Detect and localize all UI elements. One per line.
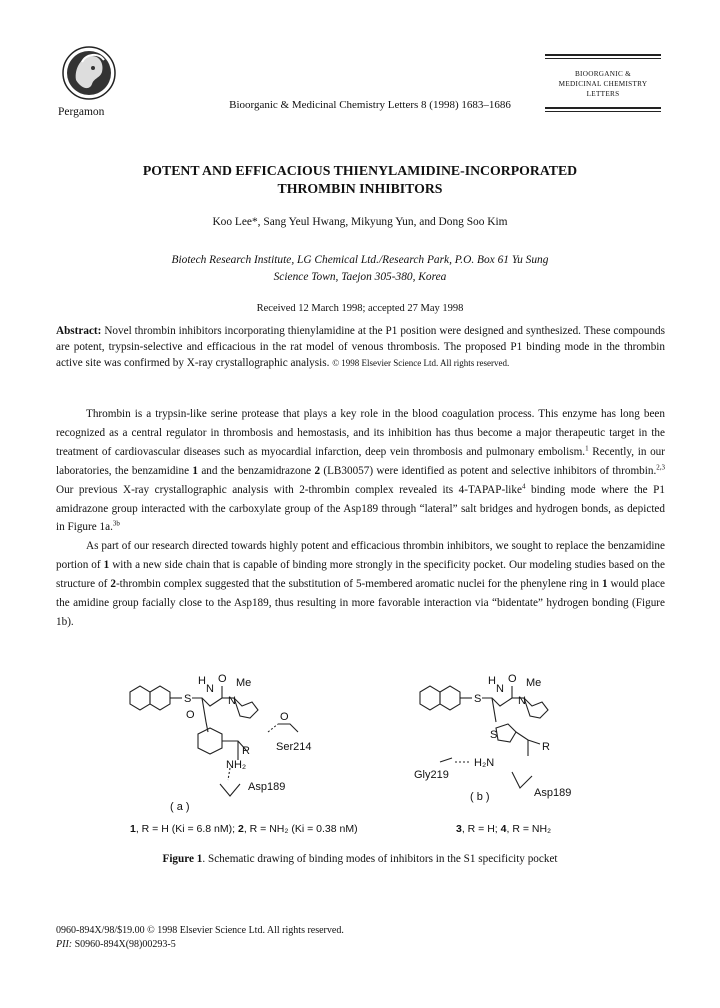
journal-name-box — [545, 54, 661, 112]
methyl-label: Me — [526, 677, 542, 689]
publisher-name: Pergamon — [58, 106, 105, 118]
nitrogen-label: N — [206, 683, 214, 695]
legend-a — [130, 823, 358, 835]
legend-text: , R = H; — [461, 823, 501, 835]
figure-caption — [0, 853, 720, 865]
sulfur-label: S — [474, 693, 482, 705]
aspartate-label: Asp189 — [534, 787, 572, 799]
compound-number: 1 — [130, 823, 136, 835]
citation-ref: 3b — [112, 519, 120, 528]
citation-ref: 2,3 — [656, 462, 665, 471]
body-text — [56, 405, 665, 632]
oxygen-label: O — [218, 673, 227, 685]
abstract — [56, 323, 665, 372]
text-run: binding mode where the P1 amidrazone group interacted with the carboxylate group of the Asp189 through “lateral” salt bridges and hydrogen bonds, as depicted in Figure 1a. — [56, 483, 665, 534]
text-run: Thrombin is a trypsin-like serine protease that plays a key role in the blood coagulation process. This enzyme has long been recognized as a central regulator in thrombosis and hemostasis, and its inhibition has thus become a major therapeutic target in the treatment of cardiovascular diseases such as myocardial infarction, deep vein thrombosis and pulmonary embolism. — [56, 408, 665, 458]
footer — [56, 924, 344, 952]
compound-number: 1 — [103, 559, 110, 572]
compound-number: 2 — [110, 578, 116, 591]
compound-number: 2 — [237, 823, 244, 835]
text-run: would place the amidine group facially close to the Asp189, thus resulting in more favorable interaction via “bidentate” hydrogen bonding (Figure 1b). — [56, 578, 665, 628]
affiliation-line: Biotech Research Institute, LG Chemical Ltd./Research Park, P.O. Box 61 Yu Sung — [171, 254, 549, 266]
paragraph — [56, 405, 665, 537]
pii-value: S0960-894X(98)00293-5 — [72, 939, 176, 950]
legend-text: , R = NH₂ — [506, 823, 552, 835]
journal-citation: Bioorganic & Medicinal Chemistry Letters 8 (1998) 1683–1686 — [229, 99, 511, 111]
text-run: (LB30057) were identified as potent and selective inhibitors of thrombin. — [320, 464, 657, 477]
bottom-rule — [545, 107, 661, 109]
amine-label: NH₂ — [226, 759, 247, 771]
aspartate-label: Asp189 — [248, 781, 286, 793]
footer-copyright: 0960-894X/98/$19.00 © 1998 Elsevier Science Ltd. All rights reserved. — [56, 925, 344, 936]
text-run: As part of our research directed towards highly potent and efficacious thrombin inhibitors, we sought to replace the benzamidine portion of — [56, 540, 665, 572]
affiliation-line: Science Town, Taejon 305-380, Korea — [273, 271, 447, 283]
title-line: POTENT AND EFFICACIOUS THIENYLAMIDINE-INCORPORATED — [142, 163, 578, 178]
sulfur-label: S — [184, 693, 192, 705]
author-list: Koo Lee*, Sang Yeul Hwang, Mikyung Yun, and Dong Soo Kim — [212, 216, 508, 228]
top-rule — [545, 54, 661, 56]
oxygen-label: O — [508, 673, 517, 685]
citation-ref: 1 — [585, 444, 589, 453]
pii-label: PII: — [56, 939, 73, 950]
received-accepted-dates: Received 12 March 1998; accepted 27 May 1998 — [256, 303, 464, 314]
compound-number: 1 — [192, 464, 199, 477]
citation-ref: 4 — [521, 481, 526, 490]
caption-text: . Schematic drawing of binding modes of inhibitors in the S1 specificity pocket — [202, 853, 558, 865]
compound-number: 2 — [314, 464, 321, 477]
abstract-copyright: © 1998 Elsevier Science Ltd. All rights reserved. — [332, 358, 510, 369]
panel-label-b: ( b ) — [470, 791, 490, 803]
serine-label: Ser214 — [276, 741, 312, 753]
binding-mode-figure — [110, 672, 620, 842]
affiliation — [0, 252, 720, 286]
glycine-label: Gly219 — [414, 769, 449, 781]
journal-name-line: LETTERS — [586, 90, 620, 98]
article-title — [60, 162, 660, 198]
nitrogen-label: N — [496, 683, 504, 695]
oxygen-label: O — [186, 709, 195, 721]
journal-name-line: MEDICINAL CHEMISTRY — [558, 80, 648, 88]
journal-name-line: BIOORGANIC & — [574, 70, 632, 78]
figure-label: Figure 1 — [162, 853, 203, 865]
hydrogen-label: H — [488, 675, 496, 687]
compound-number: 3 — [456, 823, 462, 835]
amine-label: H₂N — [474, 757, 495, 769]
pergamon-logo-icon — [62, 44, 116, 102]
text-run: and the benzamidrazone — [198, 464, 315, 477]
text-run: -thrombin complex suggested that the substitution of 5-membered aromatic nuclei for the phenylene ring in — [115, 578, 602, 591]
methyl-label: Me — [236, 677, 252, 689]
panel-label-a: ( a ) — [170, 801, 190, 813]
compound-number: 4 — [500, 823, 507, 835]
nitrogen-label: N — [228, 695, 236, 707]
footer-pii — [56, 938, 344, 952]
r-group-label: R — [542, 741, 550, 753]
legend-b — [456, 823, 551, 835]
compound-number: 1 — [601, 578, 608, 591]
legend-text: , R = H (Ki = 6.8 nM); — [135, 823, 238, 835]
r-group-label: R — [242, 745, 250, 757]
oxygen-label: O — [280, 711, 289, 723]
text-run: Our previous X-ray crystallographic analysis with 2-thrombin complex revealed its 4-TAPAP-like — [56, 483, 522, 496]
sulfur-label: S — [490, 729, 498, 741]
text-run: with a new side chain that is capable of binding more strongly in the specificity pocket. Our modeling studies based on the structure of — [56, 559, 665, 591]
abstract-label: Abstract: — [56, 325, 102, 337]
top-rule-thin — [545, 58, 661, 59]
text-run: Recently, in our laboratories, the benzamidine — [56, 445, 665, 477]
paragraph — [56, 537, 665, 632]
journal-name — [545, 69, 661, 99]
title-line: THROMBIN INHIBITORS — [277, 181, 443, 196]
nitrogen-label: N — [518, 695, 526, 707]
hydrogen-label: H — [198, 675, 206, 687]
bottom-rule-thin — [545, 111, 661, 112]
abstract-text: Novel thrombin inhibitors incorporating thienylamidine at the P1 position were designed and synthesized. These compounds are potent, trypsin-selective and efficacious in the rat model of venous thrombosis. The proposed P1 binding mode in the thrombin active site was confirmed by X-ray crystallographic analysis. — [56, 325, 666, 370]
legend-text: , R = NH₂ (Ki = 0.38 nM) — [243, 823, 358, 835]
